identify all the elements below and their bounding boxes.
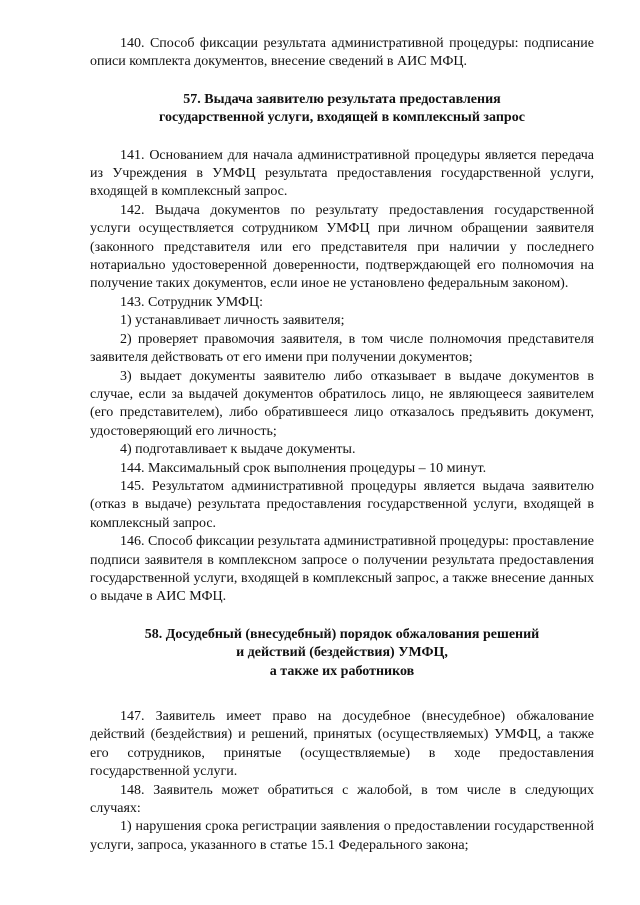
section-57-title-line-2: государственной услуги, входящей в комплексный запрос — [159, 110, 525, 126]
paragraph-143-item-4: 4) подготавливает к выдаче документы. — [120, 442, 356, 458]
paragraph-146: 146. Способ фиксации результата административной процедуры: проставление подписи заявителя в комплексном запросе о получении результата предоставления государственной услуги, входящей в комплексный запрос, а также внесение данных о выдаче в АИС МФЦ. — [90, 534, 594, 605]
document-body — [90, 35, 594, 855]
section-58-title-line-1: 58. Досудебный (внесудебный) порядок обжалования решений — [144, 626, 540, 642]
paragraph-142: 142. Выдача документов по результату предоставления государственной услуги осуществляется сотрудником УМФЦ при личном обращении заявителя (законного представителя или его представителя при наличии у последнего нотариально удостоверенной доверенности, подтверждающей его полномочия на получение таких документов, если иное не установлено федеральным законом). — [90, 202, 594, 292]
section-57-title-line-1: 57. Выдача заявителю результата предоставления — [183, 91, 501, 107]
paragraph-145: 145. Результатом административной процедуры является выдача заявителю (отказ в выдаче) результата предоставления государственной услуги, входящей в комплексный запрос. — [90, 478, 594, 531]
paragraph-144: 144. Максимальный срок выполнения процедуры – 10 минут. — [120, 460, 487, 476]
section-58-title-line-3: а также их работников — [269, 663, 415, 679]
paragraph-143: 143. Сотрудник УМФЦ: — [120, 294, 264, 310]
paragraph-141: 141. Основанием для начала административной процедуры является передача из Учреждения в УМФЦ результата предоставления государственной услуги, входящей в комплексный запрос. — [90, 147, 594, 200]
paragraph-143-item-2: 2) проверяет правомочия заявителя, в том числе полномочия представителя заявителя действовать от его имени при получении документов; — [90, 331, 594, 366]
section-58-heading — [90, 626, 594, 681]
paragraph-147: 147. Заявитель имеет право на досудебное (внесудебное) обжалование действий (бездействия) и решений, принятых (осуществляемых) УМФЦ, а также его сотрудников, принятые (осуществляемые) в ходе предоставления государственной услуги. — [90, 709, 594, 780]
section-58-title-line-2: и действий (бездействия) УМФЦ, — [236, 645, 448, 661]
paragraph-143-item-3: 3) выдает документы заявителю либо отказывает в выдаче документов в случае, если за выдачей документов обратилось лицо, не являющееся заявителем (его представителем), либо обратившееся лицо отказалось предъявить документ, удостоверяющий его личность; — [90, 368, 594, 439]
paragraph-148-item-1: 1) нарушения срока регистрации заявления о предоставлении государственной услуги, запроса, указанного в статье 15.1 Федерального закона; — [90, 819, 594, 853]
paragraph-148: 148. Заявитель может обратиться с жалобой, в том числе в следующих случаях: — [90, 782, 594, 817]
section-57-heading — [90, 91, 594, 128]
paragraph-143-item-1: 1) устанавливает личность заявителя; — [120, 313, 345, 329]
paragraph-140: 140. Способ фиксации результата административной процедуры: подписание описи комплекта документов, внесение сведений в АИС МФЦ. — [90, 36, 594, 70]
